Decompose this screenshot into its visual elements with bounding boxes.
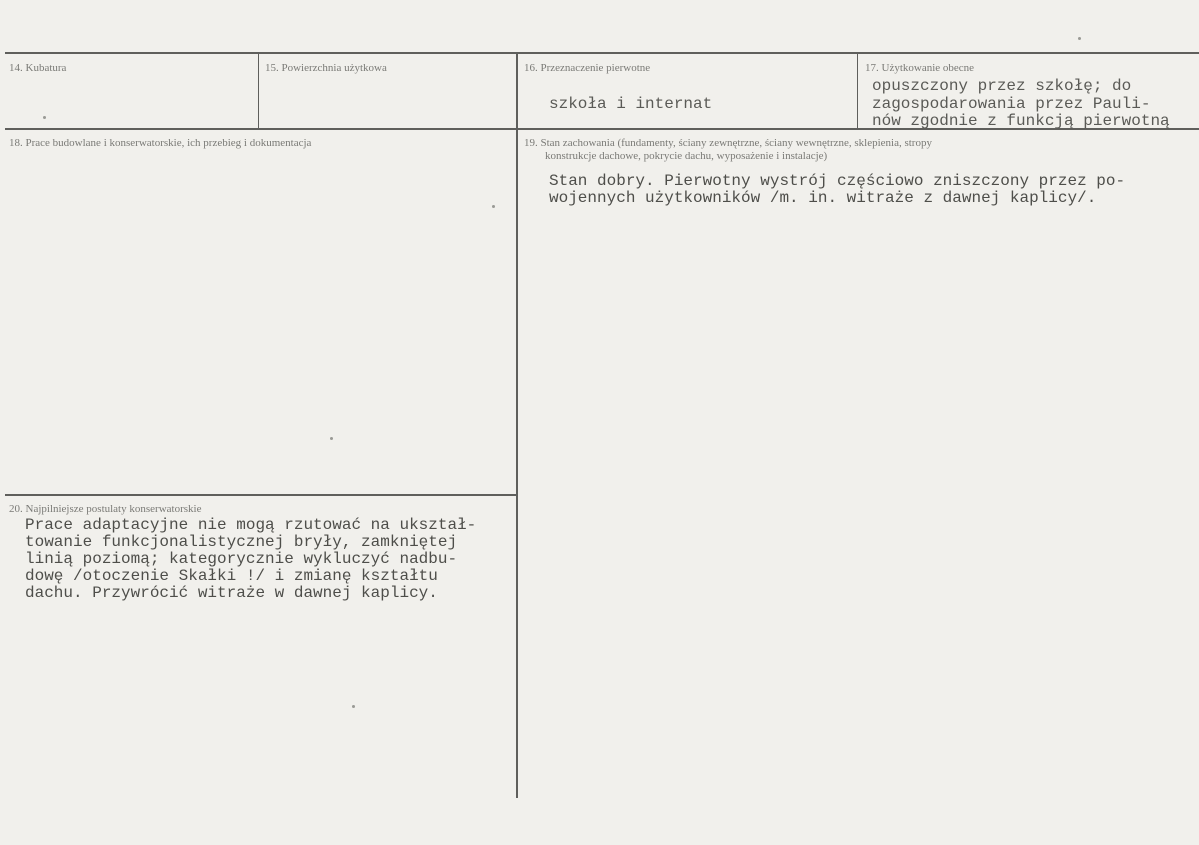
field-19-line-2: wojennych użytkowników /m. in. witraże z dawnej kaplicy/.	[549, 189, 1097, 207]
paper-speck	[43, 116, 46, 119]
paper-speck	[330, 437, 333, 440]
paper-speck	[1078, 37, 1081, 40]
field-17-line-3: nów zgodnie z funkcją pierwotną	[872, 112, 1170, 130]
paper-speck	[492, 205, 495, 208]
field-20-line-4: dowę /otoczenie Skałki !/ i zmianę kształtu	[25, 567, 438, 585]
field-15-label: 15. Powierzchnia użytkowa	[265, 62, 387, 74]
field-20-label: 20. Najpilniejsze postulaty konserwatorskie	[9, 503, 202, 515]
divider-14-15	[258, 54, 259, 129]
field-19-line-1: Stan dobry. Pierwotny wystrój częściowo zniszczony przez po-	[549, 172, 1126, 190]
field-16-label: 16. Przeznaczenie pierwotne	[524, 62, 651, 74]
divider-16-17	[857, 54, 858, 129]
field-18-label: 18. Prace budowlane i konserwatorskie, ich przebieg i dokumentacja	[9, 137, 312, 149]
field-17-line-2: zagospodarowania przez Pauli-	[872, 95, 1151, 113]
field-20-line-5: dachu. Przywrócić witraże w dawnej kaplicy.	[25, 584, 438, 602]
field-17-line-1: opuszczony przez szkołę; do	[872, 77, 1132, 95]
field-17-label: 17. Użytkowanie obecne	[865, 62, 975, 74]
field-20-line-1: Prace adaptacyjne nie mogą rzutować na ukształ-	[25, 516, 477, 534]
field-14-label: 14. Kubatura	[9, 62, 67, 74]
field-19-label-line-1: 19. Stan zachowania (fundamenty, ściany zewnętrzne, ściany wewnętrzne, sklepienia, stropy	[524, 137, 932, 149]
section-20-rule	[5, 494, 517, 496]
field-20-line-3: linią poziomą; kategorycznie wykluczyć nadbu-	[25, 550, 458, 568]
paper-speck	[352, 705, 355, 708]
field-20-line-2: towanie funkcjonalistycznej bryły, zamkniętej	[25, 533, 458, 551]
field-19-label-line-2: konstrukcje dachowe, pokrycie dachu, wyposażenie i instalacje)	[545, 150, 828, 162]
top-rule	[5, 52, 1199, 54]
field-16-value: szkoła i internat	[549, 95, 713, 113]
divider-main	[516, 54, 518, 798]
